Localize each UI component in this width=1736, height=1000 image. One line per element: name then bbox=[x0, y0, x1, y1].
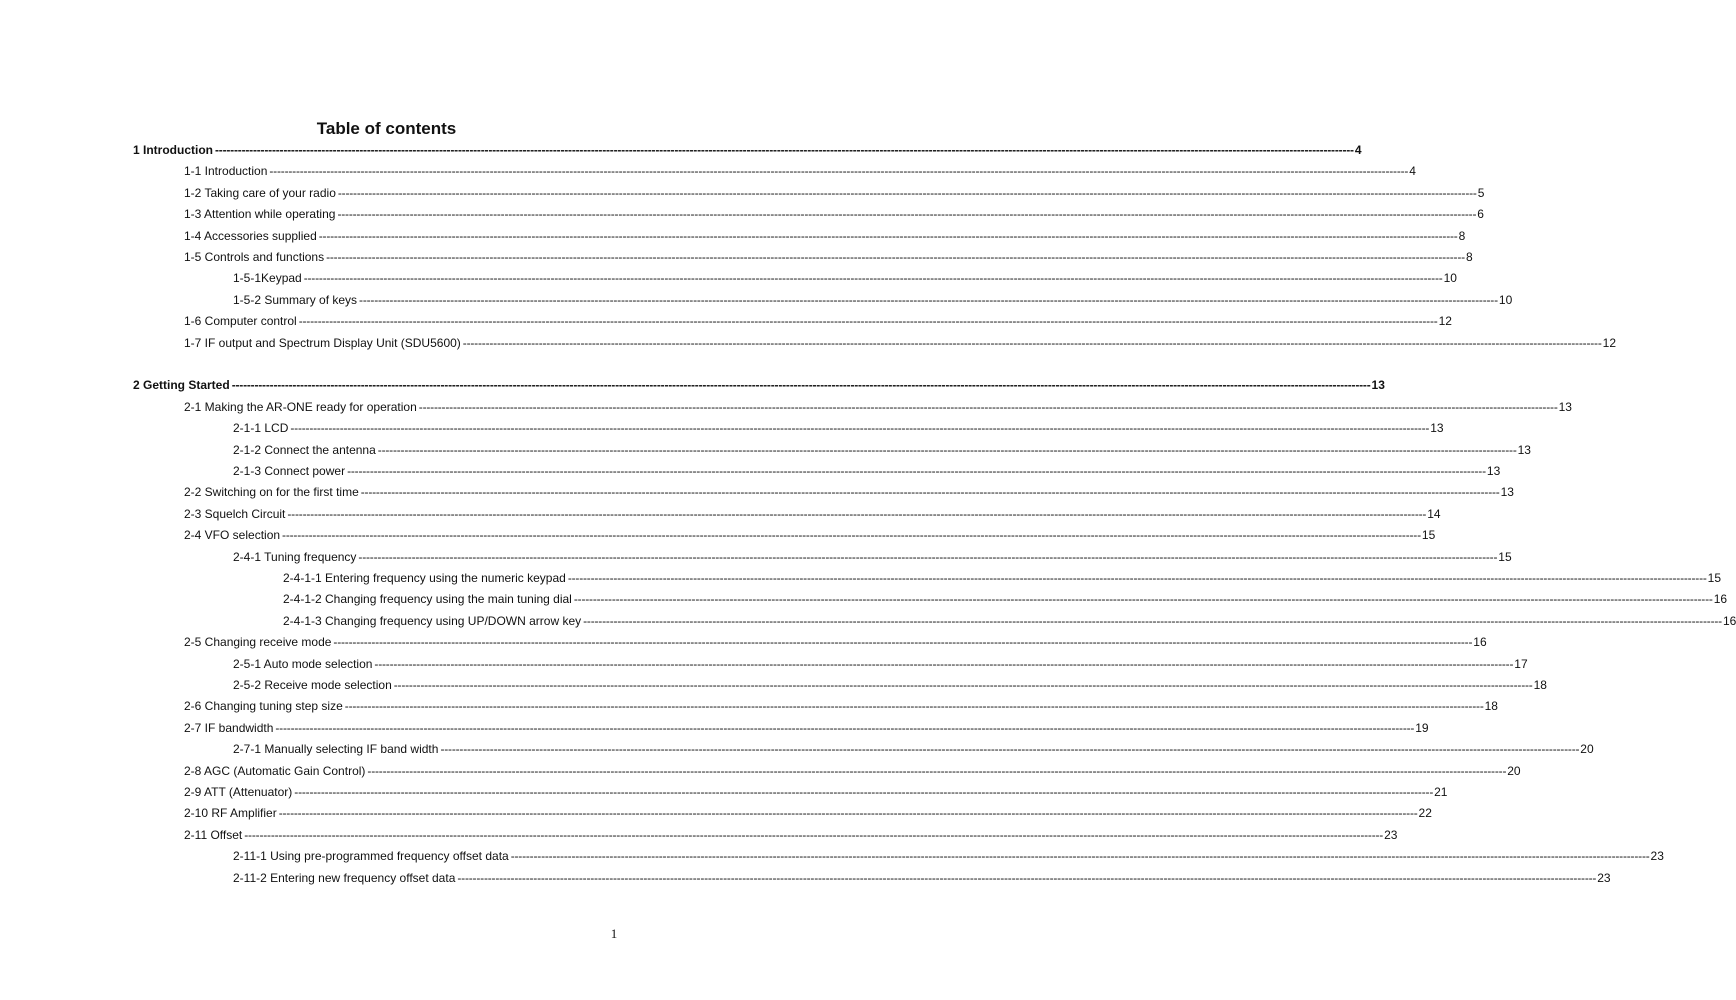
toc-entry[interactable] bbox=[184, 803, 1432, 824]
toc-entry-page: 13 bbox=[1486, 464, 1501, 478]
toc-entry-page: 16 bbox=[1722, 613, 1736, 628]
toc-entry-page: 6 bbox=[1477, 207, 1484, 222]
toc-entry-title: 2-5-1 Auto mode selection bbox=[233, 656, 373, 671]
toc-entry-page: 4 bbox=[1354, 143, 1362, 157]
toc-leader: ------------------------------------------------------------------------------------------------------------------------------------------------------------------------------------------------------------------------------------------------------------------------------------------------------------ bbox=[326, 250, 1465, 264]
toc-entry[interactable] bbox=[233, 268, 1457, 289]
toc-entry-page: 13 bbox=[1500, 485, 1514, 500]
toc-leader: ------------------------------------------------------------------------------------------------------------------------------------------------------------------------------------------------------------------------------------------------------------------------------------------------------------ bbox=[440, 742, 1580, 757]
toc-entry-page: 22 bbox=[1418, 806, 1432, 821]
toc-leader: ------------------------------------------------------------------------------------------------------------------------------------------------------------------------------------------------------------------------------------------------------------------------------------------------------------ bbox=[374, 656, 1514, 671]
toc-entry-page: 20 bbox=[1507, 763, 1521, 778]
toc-leader: ------------------------------------------------------------------------------------------------------------------------------------------------------------------------------------------------------------------------------------------------------------------------------------------------------------ bbox=[231, 378, 1371, 393]
toc-entry[interactable] bbox=[233, 675, 1547, 696]
toc-leader: ------------------------------------------------------------------------------------------------------------------------------------------------------------------------------------------------------------------------------------------------------------------------------------------------------------ bbox=[510, 849, 1650, 864]
toc-entry-title: 2-1-3 Connect power bbox=[233, 464, 346, 478]
toc-entry[interactable] bbox=[184, 761, 1521, 782]
toc-entry[interactable] bbox=[184, 161, 1416, 182]
toc-leader: ------------------------------------------------------------------------------------------------------------------------------------------------------------------------------------------------------------------------------------------------------------------------------------------------------------ bbox=[215, 143, 1354, 157]
toc-entry-page: 5 bbox=[1477, 185, 1485, 200]
toc-entry[interactable] bbox=[184, 204, 1484, 225]
toc-leader: ------------------------------------------------------------------------------------------------------------------------------------------------------------------------------------------------------------------------------------------------------------------------------------------------------------ bbox=[367, 763, 1507, 778]
toc-entry-title: 1-5 Controls and functions bbox=[184, 250, 325, 264]
toc-leader: ------------------------------------------------------------------------------------------------------------------------------------------------------------------------------------------------------------------------------------------------------------------------------------------------------------ bbox=[287, 506, 1427, 521]
toc-entry[interactable] bbox=[184, 782, 1448, 803]
toc-entry-title: 1-4 Accessories supplied bbox=[184, 228, 317, 243]
toc-entry[interactable] bbox=[233, 440, 1531, 461]
toc-entry[interactable] bbox=[184, 525, 1436, 546]
toc-entry-page: 18 bbox=[1533, 678, 1547, 692]
toc-entry-page: 4 bbox=[1409, 164, 1416, 179]
toc-entry-page: 10 bbox=[1498, 292, 1513, 307]
toc-leader: ------------------------------------------------------------------------------------------------------------------------------------------------------------------------------------------------------------------------------------------------------------------------------------------------------------ bbox=[462, 335, 1602, 350]
toc-leader: ------------------------------------------------------------------------------------------------------------------------------------------------------------------------------------------------------------------------------------------------------------------------------------------------------------ bbox=[278, 806, 1418, 821]
toc-entry-title: 2-10 RF Amplifier bbox=[184, 806, 277, 821]
toc-entry[interactable] bbox=[233, 461, 1501, 482]
toc-entry-title: 2-5 Changing receive mode bbox=[184, 635, 332, 650]
toc-entry[interactable] bbox=[184, 482, 1514, 503]
toc-entry-page: 17 bbox=[1514, 656, 1528, 671]
toc-leader: ------------------------------------------------------------------------------------------------------------------------------------------------------------------------------------------------------------------------------------------------------------------------------------------------------------ bbox=[358, 549, 1498, 564]
toc-leader: ------------------------------------------------------------------------------------------------------------------------------------------------------------------------------------------------------------------------------------------------------------------------------------------------------------ bbox=[377, 442, 1517, 457]
toc-leader: ------------------------------------------------------------------------------------------------------------------------------------------------------------------------------------------------------------------------------------------------------------------------------------------------------------ bbox=[393, 678, 1533, 692]
toc-entry-title: 2-11-2 Entering new frequency offset data bbox=[233, 870, 456, 885]
toc-entry[interactable] bbox=[184, 333, 1616, 354]
toc-leader: ------------------------------------------------------------------------------------------------------------------------------------------------------------------------------------------------------------------------------------------------------------------------------------------------------------ bbox=[344, 699, 1484, 714]
toc-entry[interactable] bbox=[233, 868, 1611, 889]
toc-entry-title: 2-6 Changing tuning step size bbox=[184, 699, 343, 714]
toc-entry-title: 1-3 Attention while operating bbox=[184, 207, 336, 222]
toc-entry-page: 23 bbox=[1597, 870, 1611, 885]
toc-leader: ------------------------------------------------------------------------------------------------------------------------------------------------------------------------------------------------------------------------------------------------------------------------------------------------------------ bbox=[418, 399, 1558, 414]
toc-entry-title: 2-2 Switching on for the first time bbox=[184, 485, 359, 500]
toc-entry-title: 2-4 VFO selection bbox=[184, 528, 281, 543]
toc-entry-page: 12 bbox=[1602, 335, 1616, 350]
toc-entry-title: 2-3 Squelch Circuit bbox=[184, 506, 286, 521]
toc-entry-title: 2-11-1 Using pre-programmed frequency offset data bbox=[233, 849, 509, 864]
toc-entry[interactable] bbox=[283, 568, 1722, 589]
toc-entry-page: 13 bbox=[1371, 378, 1385, 393]
toc-entry[interactable] bbox=[233, 846, 1664, 867]
page-title: Table of contents bbox=[316, 119, 457, 138]
toc-entry-title: 1 Introduction bbox=[133, 143, 213, 157]
toc-leader: ------------------------------------------------------------------------------------------------------------------------------------------------------------------------------------------------------------------------------------------------------------------------------------------------------------ bbox=[457, 870, 1597, 885]
toc-entry-title: 2-4-1-2 Changing frequency using the main tuning dial bbox=[283, 592, 572, 607]
toc-entry-page: 16 bbox=[1713, 592, 1728, 607]
toc-leader: ------------------------------------------------------------------------------------------------------------------------------------------------------------------------------------------------------------------------------------------------------------------------------------------------------------ bbox=[318, 228, 1458, 243]
toc-entry-title: 1-5-1Keypad bbox=[233, 271, 302, 286]
toc-leader: ------------------------------------------------------------------------------------------------------------------------------------------------------------------------------------------------------------------------------------------------------------------------------------------------------------ bbox=[290, 421, 1430, 436]
toc-entry[interactable] bbox=[184, 226, 1466, 247]
toc-entry-title: 2-7 IF bandwidth bbox=[184, 720, 274, 735]
toc-entry-title: 2-8 AGC (Automatic Gain Control) bbox=[184, 763, 366, 778]
toc-leader: ------------------------------------------------------------------------------------------------------------------------------------------------------------------------------------------------------------------------------------------------------------------------------------------------------------ bbox=[359, 292, 1498, 307]
toc-leader: ------------------------------------------------------------------------------------------------------------------------------------------------------------------------------------------------------------------------------------------------------------------------------------------------------------ bbox=[275, 720, 1415, 735]
toc-entry-title: 2-7-1 Manually selecting IF band width bbox=[233, 742, 439, 757]
toc-leader: ------------------------------------------------------------------------------------------------------------------------------------------------------------------------------------------------------------------------------------------------------------------------------------------------------------ bbox=[244, 827, 1384, 842]
toc-entry-page: 15 bbox=[1421, 528, 1436, 543]
toc-entry-title: 2-4-1-3 Changing frequency using UP/DOWN arrow key bbox=[283, 613, 582, 628]
toc-entry[interactable] bbox=[233, 654, 1528, 675]
toc-entry-page: 23 bbox=[1650, 849, 1664, 864]
toc-entry-page: 23 bbox=[1384, 827, 1398, 842]
toc-entry-title: 2-9 ATT (Attenuator) bbox=[184, 785, 293, 799]
toc-entry[interactable] bbox=[184, 183, 1485, 204]
toc-entry[interactable] bbox=[184, 696, 1498, 717]
toc-entry-page: 20 bbox=[1580, 742, 1594, 757]
toc-entry-page: 12 bbox=[1438, 314, 1452, 329]
toc-entry[interactable] bbox=[184, 397, 1572, 418]
toc-entry-title: 2-1-2 Connect the antenna bbox=[233, 442, 376, 457]
toc-entry-page: 19 bbox=[1415, 720, 1429, 735]
toc-entry[interactable] bbox=[184, 504, 1441, 525]
toc-entry-title: 2-11 Offset bbox=[184, 827, 243, 842]
toc-entry-title: 1-7 IF output and Spectrum Display Unit (SDU5600) bbox=[184, 335, 461, 350]
toc-entry[interactable] bbox=[283, 589, 1728, 610]
toc-entry[interactable] bbox=[133, 375, 1385, 396]
toc-entry[interactable] bbox=[233, 290, 1513, 311]
toc-leader: ------------------------------------------------------------------------------------------------------------------------------------------------------------------------------------------------------------------------------------------------------------------------------------------------------------ bbox=[294, 785, 1434, 799]
toc-entry-title: 2 Getting Started bbox=[133, 378, 230, 393]
toc-entry-page: 13 bbox=[1430, 421, 1444, 436]
page-number: 1 bbox=[610, 926, 618, 941]
toc-entry-title: 2-1 Making the AR-ONE ready for operation bbox=[184, 399, 417, 414]
toc-entry-page: 18 bbox=[1484, 699, 1498, 714]
toc-entry[interactable] bbox=[184, 632, 1487, 653]
toc-entry-page: 13 bbox=[1517, 442, 1531, 457]
toc-entry[interactable] bbox=[184, 247, 1473, 268]
toc-entry[interactable] bbox=[233, 547, 1512, 568]
toc-leader: ------------------------------------------------------------------------------------------------------------------------------------------------------------------------------------------------------------------------------------------------------------------------------------------------------------ bbox=[333, 635, 1473, 650]
toc-leader: ------------------------------------------------------------------------------------------------------------------------------------------------------------------------------------------------------------------------------------------------------------------------------------------------------------ bbox=[583, 613, 1722, 628]
toc-entry-title: 2-1-1 LCD bbox=[233, 421, 289, 436]
toc-entry[interactable] bbox=[184, 718, 1429, 739]
toc-leader: ------------------------------------------------------------------------------------------------------------------------------------------------------------------------------------------------------------------------------------------------------------------------------------------------------------ bbox=[573, 592, 1713, 607]
toc-entry[interactable] bbox=[184, 825, 1398, 846]
toc-entry[interactable] bbox=[233, 739, 1594, 760]
toc-leader: ------------------------------------------------------------------------------------------------------------------------------------------------------------------------------------------------------------------------------------------------------------------------------------------------------------ bbox=[303, 271, 1443, 286]
toc-entry-title: 1-2 Taking care of your radio bbox=[184, 185, 336, 200]
toc-leader: ------------------------------------------------------------------------------------------------------------------------------------------------------------------------------------------------------------------------------------------------------------------------------------------------------------ bbox=[269, 164, 1409, 179]
toc-leader: ------------------------------------------------------------------------------------------------------------------------------------------------------------------------------------------------------------------------------------------------------------------------------------------------------------ bbox=[337, 207, 1477, 222]
toc-entry-page: 10 bbox=[1443, 271, 1457, 286]
toc-leader: ------------------------------------------------------------------------------------------------------------------------------------------------------------------------------------------------------------------------------------------------------------------------------------------------------------ bbox=[347, 464, 1486, 478]
toc-leader: ------------------------------------------------------------------------------------------------------------------------------------------------------------------------------------------------------------------------------------------------------------------------------------------------------------ bbox=[337, 185, 1477, 200]
toc-entry-page: 16 bbox=[1473, 635, 1487, 650]
toc-entry-page: 21 bbox=[1434, 785, 1448, 799]
toc-entry-title: 1-1 Introduction bbox=[184, 164, 268, 179]
toc-entry-page: 13 bbox=[1558, 399, 1572, 414]
toc-leader: ------------------------------------------------------------------------------------------------------------------------------------------------------------------------------------------------------------------------------------------------------------------------------------------------------------ bbox=[282, 528, 1421, 543]
toc-entry-title: 2-5-2 Receive mode selection bbox=[233, 678, 392, 692]
toc-entry-page: 15 bbox=[1707, 571, 1722, 585]
toc-entry-page: 15 bbox=[1498, 549, 1512, 564]
toc-entry-page: 8 bbox=[1465, 250, 1473, 264]
toc-entry-title: 2-4-1 Tuning frequency bbox=[233, 549, 357, 564]
toc-entry[interactable] bbox=[233, 418, 1444, 439]
toc-entry[interactable] bbox=[184, 311, 1452, 332]
toc-entry-title: 2-4-1-1 Entering frequency using the numeric keypad bbox=[283, 571, 566, 585]
toc-entry-title: 1-6 Computer control bbox=[184, 314, 297, 329]
toc-leader: ------------------------------------------------------------------------------------------------------------------------------------------------------------------------------------------------------------------------------------------------------------------------------------------------------------ bbox=[298, 314, 1438, 329]
toc-entry-title: 1-5-2 Summary of keys bbox=[233, 292, 358, 307]
toc-entry[interactable] bbox=[133, 140, 1362, 161]
toc-leader: ------------------------------------------------------------------------------------------------------------------------------------------------------------------------------------------------------------------------------------------------------------------------------------------------------------ bbox=[567, 571, 1707, 585]
toc-leader: ------------------------------------------------------------------------------------------------------------------------------------------------------------------------------------------------------------------------------------------------------------------------------------------------------------ bbox=[360, 485, 1500, 500]
toc-entry[interactable] bbox=[283, 611, 1736, 632]
toc-entry-page: 8 bbox=[1458, 228, 1466, 243]
toc-entry-page: 14 bbox=[1427, 506, 1441, 521]
